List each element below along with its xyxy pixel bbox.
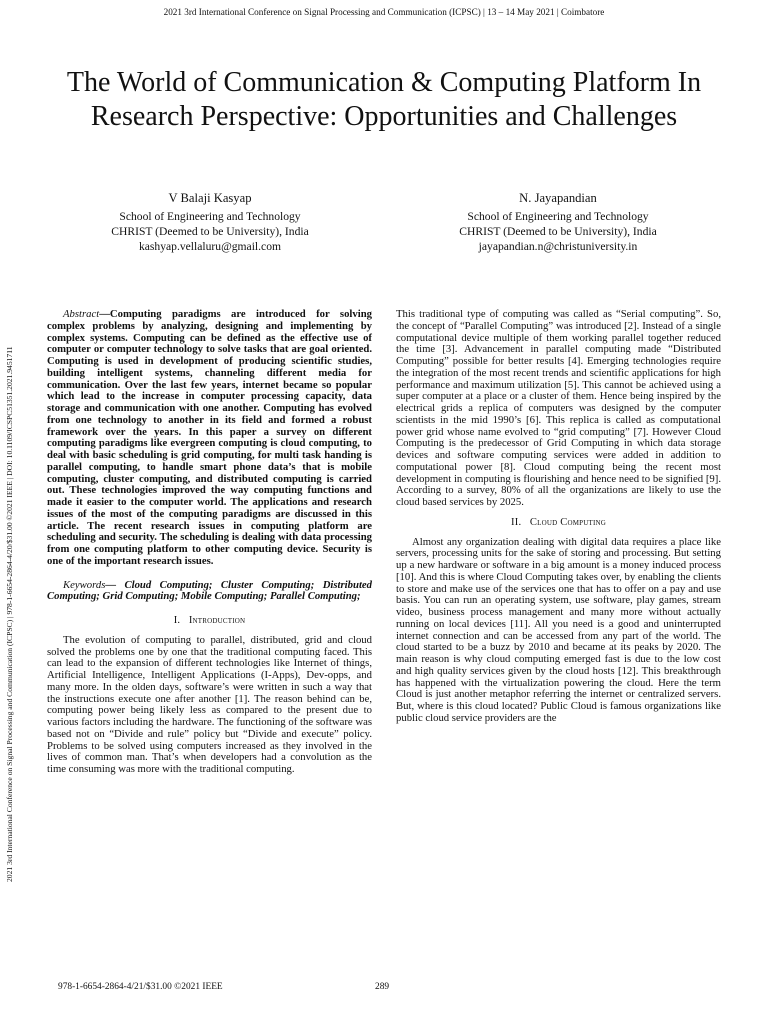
keywords-label: Keywords bbox=[63, 578, 106, 591]
author-institution: CHRIST (Deemed to be University), India bbox=[111, 225, 309, 238]
right-column bbox=[396, 309, 721, 725]
abstract bbox=[47, 309, 372, 568]
page-number: 289 bbox=[375, 982, 390, 992]
author-institution: CHRIST (Deemed to be University), India bbox=[459, 225, 657, 238]
author-name: V Balaji Kasyap bbox=[168, 191, 252, 205]
author-email: jayapandian.n@christuniversity.in bbox=[478, 240, 638, 253]
section-heading-introduction bbox=[47, 615, 372, 627]
conference-header: 2021 3rd International Conference on Signal Processing and Communication (ICPSC) | 13 – 14 May 2021 | Coimbatore bbox=[163, 7, 605, 17]
paper-title: The World of Communication & Computing Platform In Research Perspective: Opportunities and Challenges bbox=[66, 67, 702, 132]
body-paragraph: This traditional type of computing was called as “Serial computing”. So, the concept of “Parallel Computing” was introduced [2]. Instead of a single computational device multiple of them working parallel together reduced the time [3]. Advancement in parallel computing made “Distributed Computing” possible for better results [4]. Emerging technologies require the integration of the most recent trends and scientific applications for high performance and maximum utilization [5]. This cannot be achieved using a super computer at a place or a cluster of them. Hence being inspired by the electrical grids a replica of computers was designed by the computer scientists in the mid 1990’s [6]. This replica is called as computational power grid whose name evolved to “grid computing” [7]. However Cloud Computing is the predecessor of Grid Computing in which data storage devices and software computing services were added in addition to computational power [8]. Cloud computing being the recent most development in computing is flourishing and hence need to be signified [9]. According to a survey, 80% of all the organizations are likely to use the cloud based services by 2025. bbox=[396, 308, 721, 508]
author-affiliation: School of Engineering and Technology bbox=[467, 210, 649, 223]
section-title: Cloud Computing bbox=[529, 516, 607, 528]
cloud-computing-paragraph: Almost any organization dealing with digital data requires a place like servers, processing units for the sake of storing and processing. But setting up a new hardware or software in a big amount is a money induced process [10]. And this is where Cloud Computing takes over, by enabling the clients to store and make use of the services one that has to offer on a pay and use basis. You can run an operating system, use software, play games, stream video, business process management and many more without actually running on local devices [11]. All you need is a good and uninterrupted internet connection and can be accessed from any part of the world. The cloud started to be a buzz by 2010 and became at its peaks by 2020. The main reason is why cloud computing emerged fast is due to the low cost and high quality services given by the cloud hosts [12]. This breakthrough has happened with the virtualization powering the cloud. Here the term Cloud is just another metaphor referring the internet or centralized servers. But, where is this cloud located? Public Cloud is famous organizations like public cloud service providers are the bbox=[396, 535, 721, 724]
side-doi-strip bbox=[4, 168, 14, 888]
section-title: Introduction bbox=[188, 615, 246, 626]
footer-isbn: 978-1-6654-2864-4/21/$31.00 ©2021 IEEE bbox=[58, 982, 223, 992]
author-affiliation: School of Engineering and Technology bbox=[119, 210, 301, 223]
section-number: I. bbox=[173, 615, 181, 626]
author-name: N. Jayapandian bbox=[519, 191, 597, 205]
author-email: kashyap.vellaluru@gmail.com bbox=[138, 240, 282, 253]
section-number: II. bbox=[510, 516, 522, 528]
author-block-2 bbox=[408, 191, 708, 254]
left-column bbox=[47, 309, 372, 776]
side-doi-text: 2021 3rd International Conference on Signal Processing and Communication (ICPSC) | 978-1-6654-2864-4/20/$31.00 ©2021 IEEE | DOI: 10.1109/ICSPC51351.2021.9451711 bbox=[5, 346, 14, 882]
introduction-paragraph: The evolution of computing to parallel, distributed, grid and cloud solved the problems one by one that the traditional computing faced. This can lead to the expansion of different technologies like Internet of things, Artificial Intelligence, Intelligent Applications (I-Apps), Dev-opps, and many more. In the olden days, software’s were written in such a way that the instructions execute one after another [1]. The reason behind can be, computing power being likely less as compared to the present due to various factors including the hardware. The functioning of the software was based not on “Divide and rule” policy but “Divide and execute” policy. Problems to be solved using computers increased as they involved in the lives of common man. That’s when developers had a convolution as the time consuming was more with the traditional computing. bbox=[47, 633, 372, 775]
author-block-1 bbox=[60, 191, 360, 254]
abstract-text: —Computing paradigms are introduced for solving complex problems by analyzing, designing and implementing by complex systems. Computing can be defined as the effective use of computer or computer technology to solve tasks that are goal oriented. Computing is used in development of producing scientific studies, building intelligent systems, channeling different media for communication. Over the last few years, internet became so popular which lead to the increase in computer processing capacity, data storage and communication with one another. Computing has evolved from one technology to another in its field and formed a robust framework over the years. In this paper a survey on different computing paradigms like evergreen computing is cloud computing, to deal with basic scheduling is grid computing, for multi task handing is parallel computing, to handle smart phone data’s that is mobile computing, cluster computing, and distributed computing is carried out. These technologies improved the way computing functions and made it easier to the computer world. The applications and research issues of the most of the computing paradigms are discussed in this article. The recent research issues in computing platform are scheduling and security. The scheduling is dealing with data processing from one computing platform to other computing device. Security is one of the important research issues. bbox=[47, 308, 372, 567]
keywords bbox=[47, 580, 372, 604]
abstract-label: Abstract bbox=[63, 308, 100, 320]
section-heading-cloud-computing bbox=[396, 517, 721, 529]
keywords-text: — Cloud Computing; Cluster Computing; Distributed Computing; Grid Computing; Mobile Computing; Parallel Computing; bbox=[47, 578, 372, 603]
